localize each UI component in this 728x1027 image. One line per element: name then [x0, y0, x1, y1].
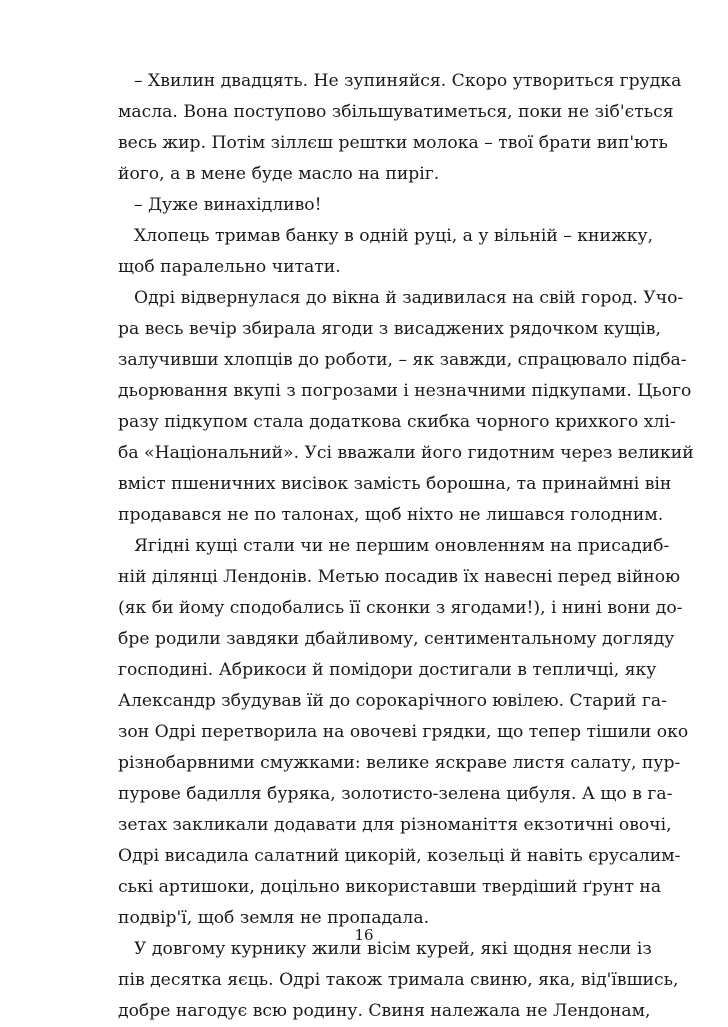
- text-line: зон Одрі перетворила на овочеві грядки, що тепер тішили око: [118, 722, 689, 742]
- text-line: подвір'ї, щоб земля не пропадала.: [118, 908, 430, 928]
- paragraph: [118, 531, 689, 934]
- text-line: Ягідні кущі стали чи не першим оновленням на присадиб-: [134, 536, 670, 556]
- text-line: ба «Національний». Усі вважали його гидотним через великий: [118, 443, 694, 463]
- text-line: весь жир. Потім зіллєш рештки молока – твої брати вип'ють: [118, 133, 668, 153]
- text-line: бре родили завдяки дбайливому, сентиментальному догляду: [118, 629, 675, 649]
- text-line: залучивши хлопців до роботи, – як завжди, спрацювало підба-: [118, 350, 687, 370]
- paragraph: [118, 934, 679, 1027]
- text-line: його, а в мене буде масло на пиріг.: [118, 164, 440, 184]
- text-line: – Дуже винахідливо!: [134, 195, 322, 215]
- text-line: продавався не по талонах, щоб ніхто не лишався голодним.: [118, 505, 664, 525]
- text-line: господині. Абрикоси й помідори достигали в тепличці, яку: [118, 660, 657, 680]
- paragraph: [118, 283, 694, 531]
- text-line: ній ділянці Лендонів. Метью посадив їх навесні перед війною: [118, 567, 681, 587]
- text-line: пів десятка яєць. Одрі також тримала свиню, яка, від'ївшись,: [118, 970, 679, 990]
- text-line: різнобарвними смужками: велике яскраве листя салату, пур-: [118, 753, 681, 773]
- text-line: Одрі висадила салатний цикорій, козельці й навіть єрусалим-: [118, 846, 681, 866]
- text-line: У довгому курнику жили вісім курей, які щодня несли із: [134, 939, 652, 959]
- text-line: ра весь вечір збирала ягоди з висаджених рядочком кущів,: [118, 319, 661, 339]
- page-body: [118, 66, 694, 1027]
- text-line: (як би йому сподобались її сконки з ягодами!), і нині вони до-: [118, 598, 683, 618]
- text-line: вміст пшеничних висівок замість борошна, та принаймні він: [118, 474, 672, 494]
- page-number: 16: [354, 926, 374, 944]
- text-line: разу підкупом стала додаткова скибка чорного крихкого хлі-: [118, 412, 676, 432]
- text-line: добре нагодує всю родину. Свиня належала не Лендонам,: [118, 1001, 651, 1021]
- text-line: щоб паралельно читати.: [118, 257, 341, 277]
- paragraph: [118, 190, 612, 221]
- text-line: ські артишоки, доцільно використавши твердіший ґрунт на: [118, 877, 662, 897]
- text-line: дьорювання вкупі з погрозами і незначними підкупами. Цього: [118, 381, 692, 401]
- text-line: – Хвилин двадцять. Не зупиняйся. Скоро утвориться грудка: [134, 71, 682, 91]
- text-line: зетах закликали додавати для різноманіття екзотичні овочі,: [118, 815, 672, 835]
- paragraph: [118, 66, 682, 190]
- text-line: Хлопець тримав банку в одній руці, а у вільній – книжку,: [134, 226, 654, 246]
- text-line: пурове бадилля буряка, золотисто-зелена цибуля. А що в га-: [118, 784, 673, 804]
- paragraph: [118, 221, 654, 283]
- text-line: Александр збудував їй до сорокарічного ювілею. Старий га-: [118, 691, 667, 711]
- text-line: Одрі відвернулася до вікна й задивилася на свій город. Учо-: [134, 288, 684, 308]
- text-line: масла. Вона поступово збільшуватиметься, поки не зіб'ється: [118, 102, 674, 122]
